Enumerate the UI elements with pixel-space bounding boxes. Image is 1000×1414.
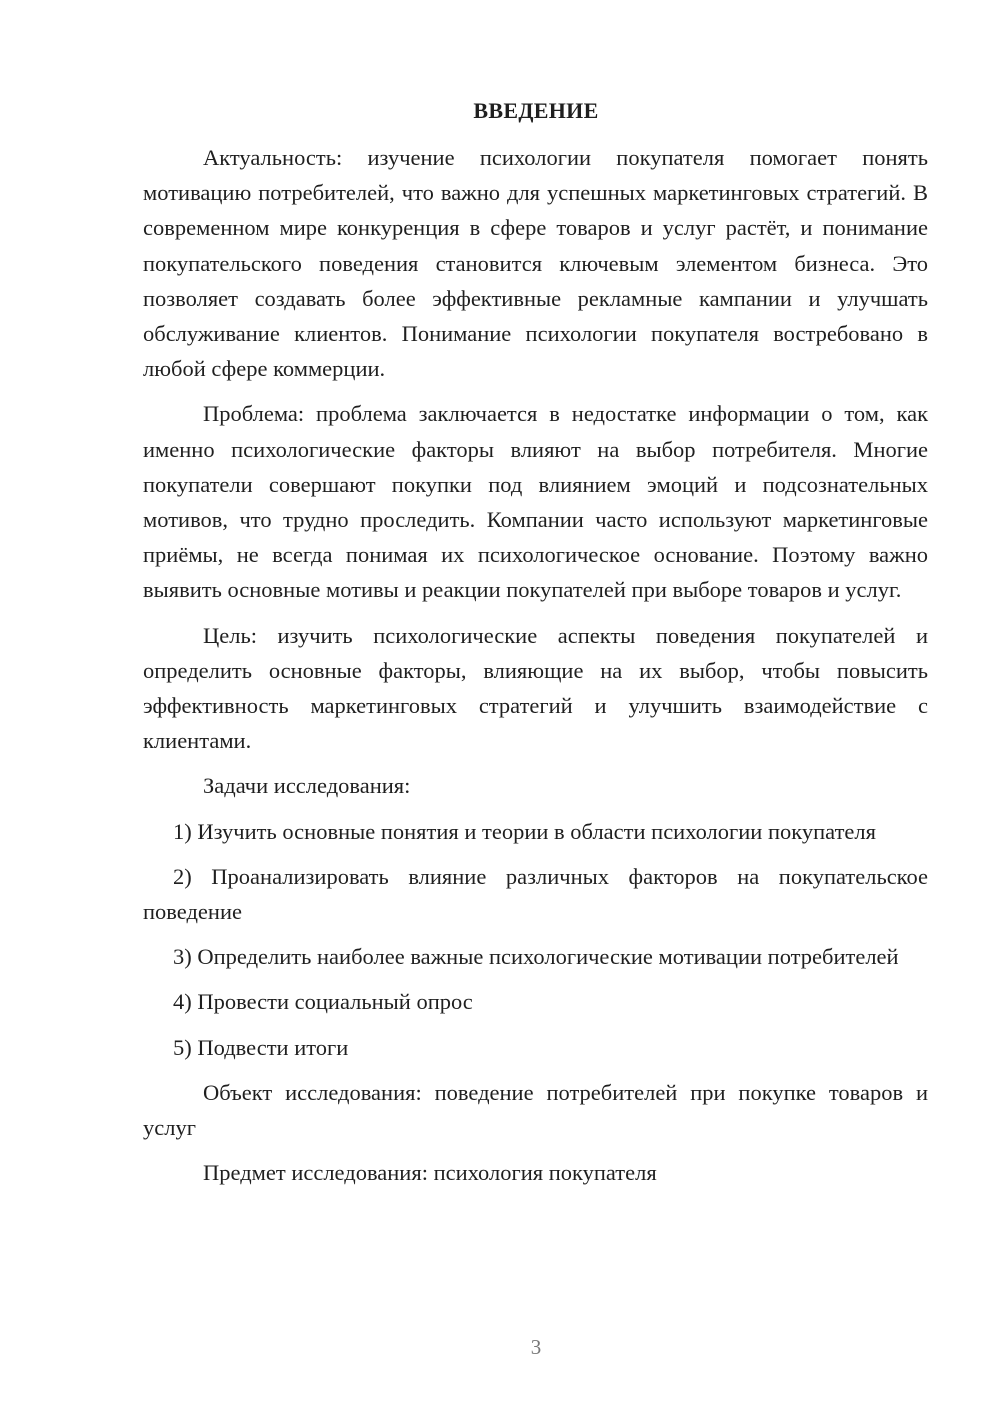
document-body: [143, 140, 928, 1190]
tasks-heading: Задачи исследования:: [203, 773, 411, 799]
page-number: 3: [530, 1335, 542, 1359]
subject-paragraph: Предмет исследования: психология покупателя: [203, 1160, 657, 1186]
task-item-4: 4) Провести социальный опрос: [173, 989, 473, 1015]
goal-paragraph: Цель: изучить психологические аспекты поведения покупателей и определить основные факторы, влияющие на их выбор, чтобы повысить эффективность маркетинговых стратегий и улучшить взаимодействие с клиентами.: [143, 622, 928, 754]
section-title: ВВЕДЕНИЕ: [473, 98, 599, 123]
relevance-paragraph: Актуальность: изучение психологии покупателя помогает понять мотивацию потребителей, что важно для успешных маркетинговых стратегий. В современном мире конкуренция в сфере товаров и услуг растёт, и понимание покупательского поведения становится ключевым элементом бизнеса. Это позволяет создавать более эффективные рекламные кампании и улучшать обслуживание клиентов. Понимание психологии покупателя востребовано в любой сфере коммерции.: [143, 145, 928, 382]
task-item-1: 1) Изучить основные понятия и теории в области психологии покупателя: [173, 818, 876, 844]
problem-paragraph: Проблема: проблема заключается в недостатке информации о том, как именно психологические факторы влияют на выбор потребителя. Многие покупатели совершают покупки под влиянием эмоций и подсознательных мотивов, что трудно проследить. Компании часто используют маркетинговые приёмы, не всегда понимая их психологическое основание. Поэтому важно выявить основные мотивы и реакции покупателей при выборе товаров и услуг.: [143, 401, 928, 603]
task-item-2: 2) Проанализировать влияние различных факторов на покупательское поведение: [143, 863, 928, 925]
task-item-5: 5) Подвести итоги: [173, 1034, 349, 1060]
object-paragraph: Объект исследования: поведение потребителей при покупке товаров и услуг: [143, 1079, 928, 1141]
task-item-3: 3) Определить наиболее важные психологические мотивации потребителей: [173, 944, 899, 970]
